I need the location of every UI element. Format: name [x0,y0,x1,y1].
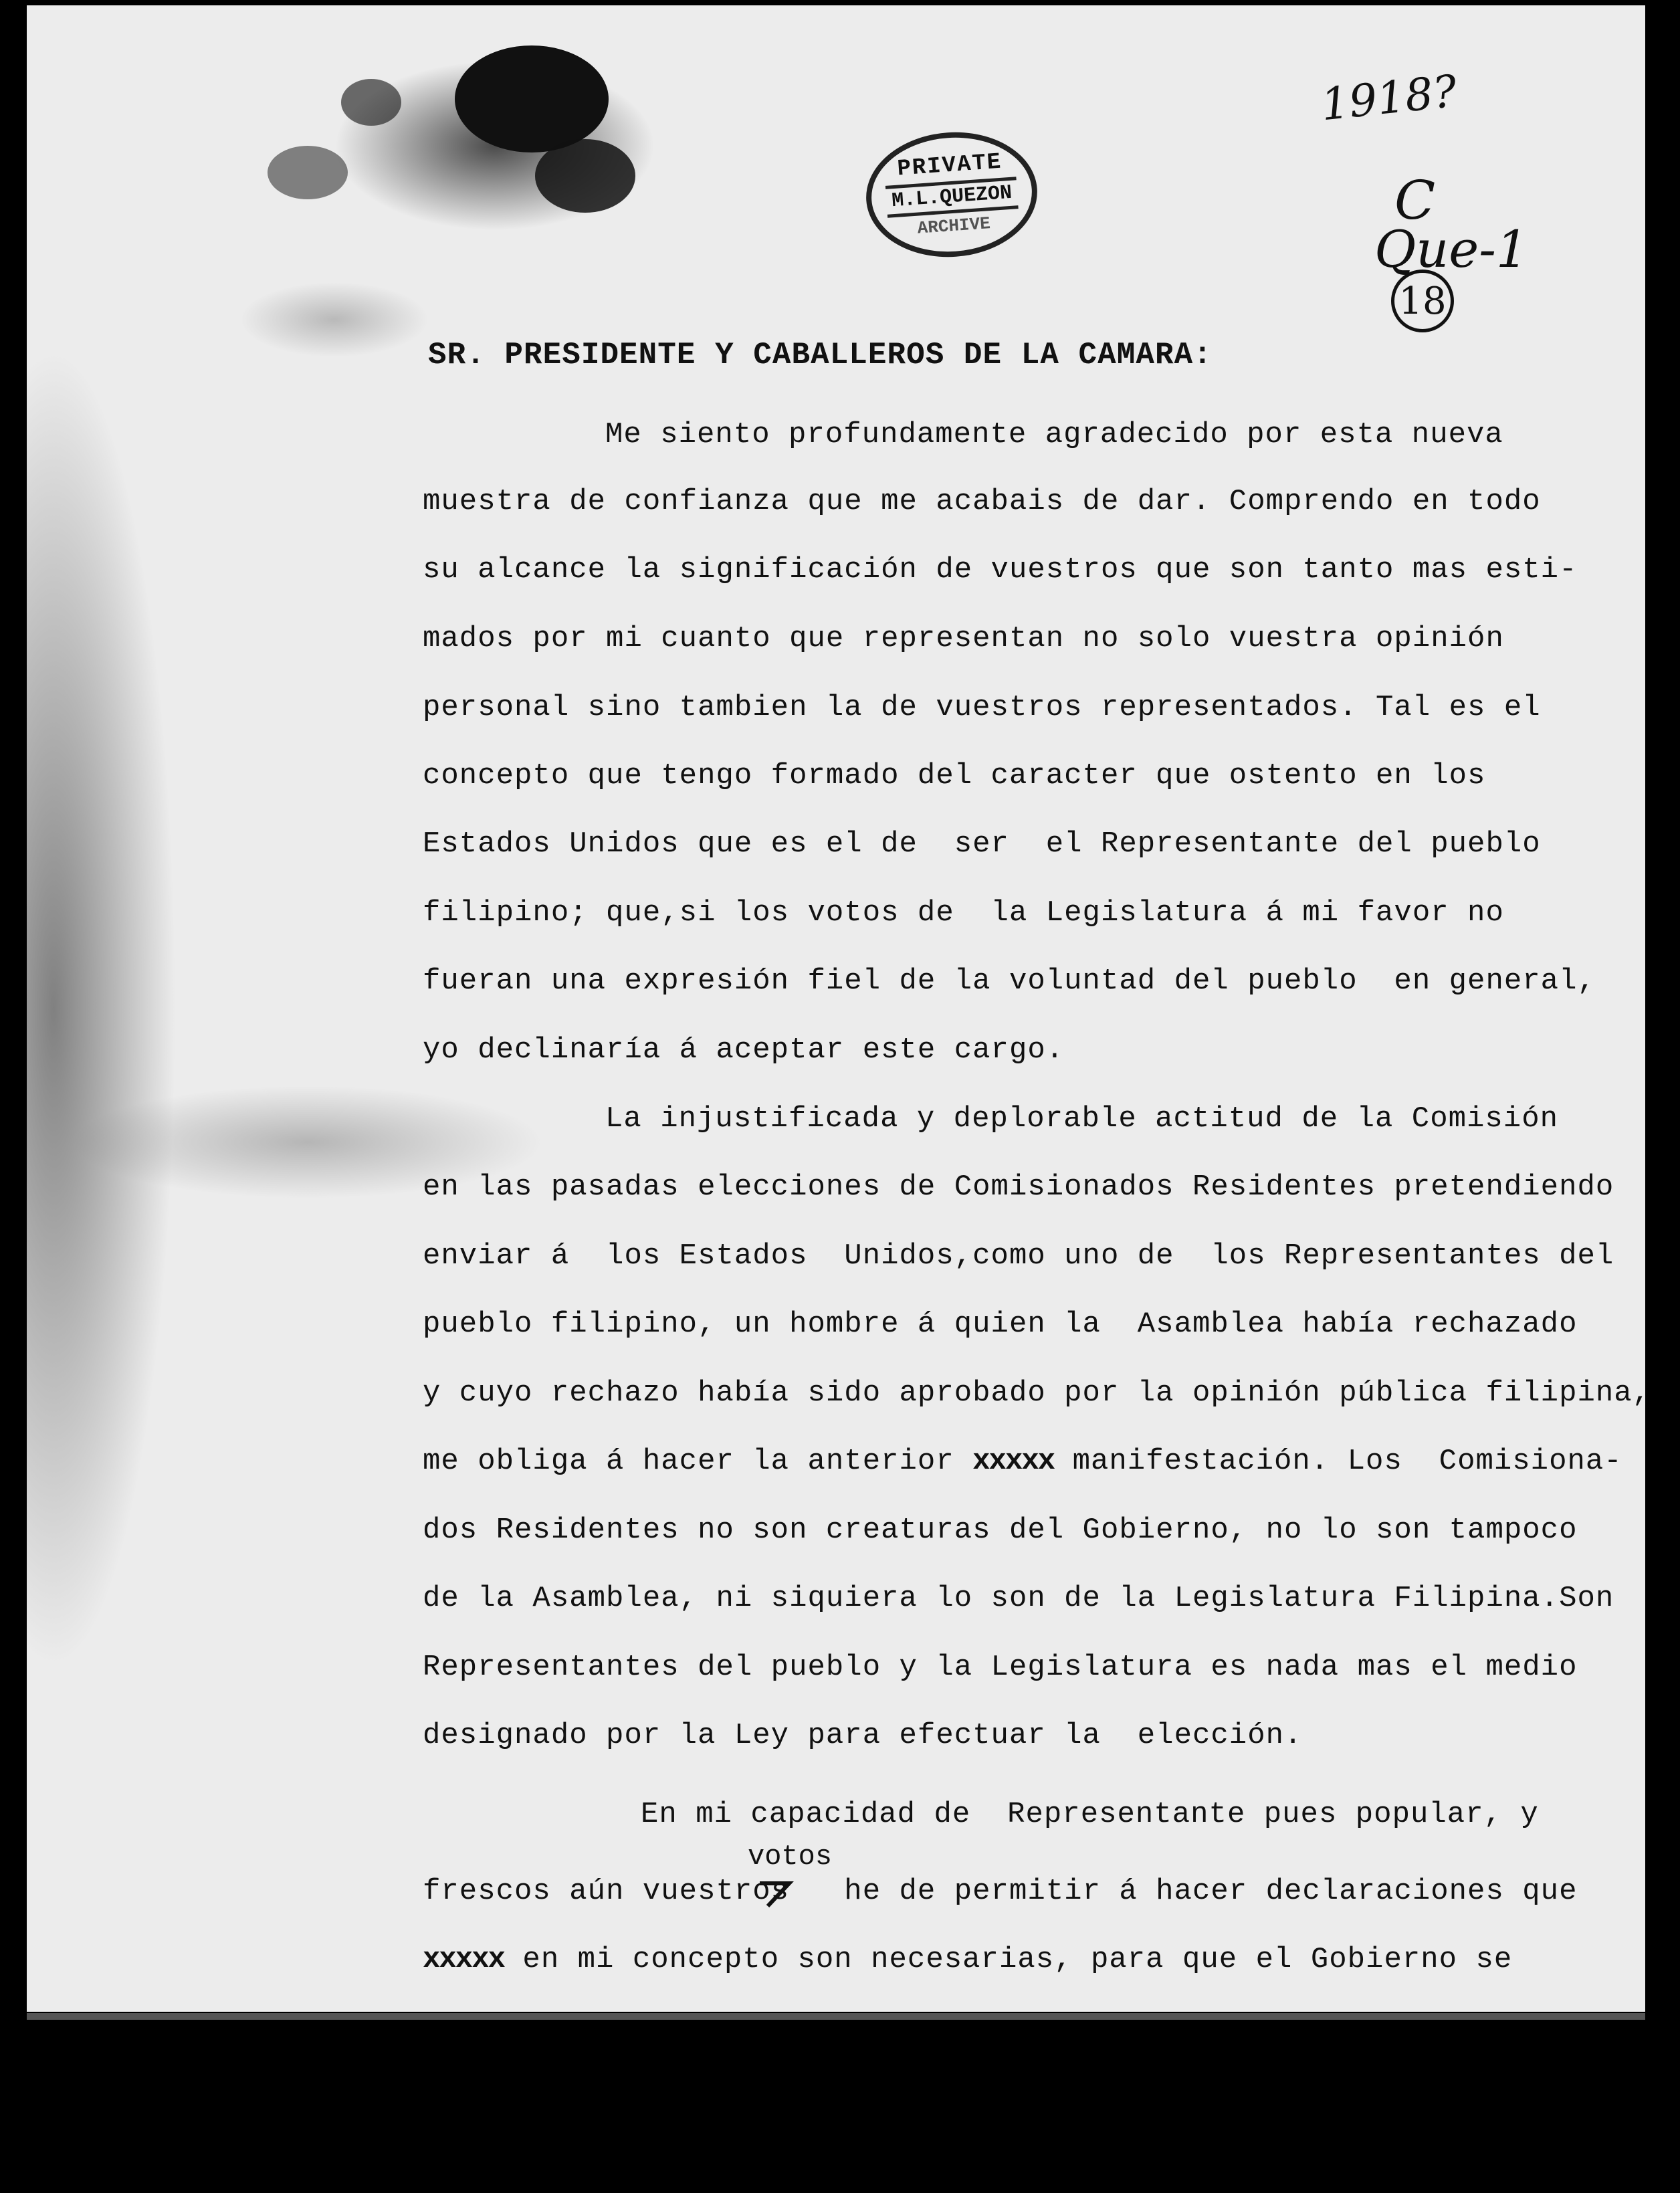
text-line: su alcance la significación de vuestros que son tanto mas esti- [423,553,1578,587]
text-fragment: frescos aún vuestros [423,1875,790,1908]
archive-code-line-1: C [1394,169,1436,231]
text-line-with-insertion [423,1875,1577,1908]
handwritten-year: 1918? [1318,65,1459,131]
text-line-with-strikeout [423,1943,1512,1976]
text-line: en las pasadas elecciones de Comisionados Residentes pretendiendo [423,1170,1614,1204]
archive-code-line-2: Que-1 [1374,219,1529,279]
text-line: La injustificada y deplorable actitud de la Comisión [605,1102,1559,1136]
text-line: pueblo filipino, un hombre á quien la Asamblea había rechazado [423,1308,1578,1341]
text-line: Me siento profundamente agradecido por esta nueva [605,418,1503,451]
text-line: de la Asamblea, ni siquiera lo son de la Legislatura Filipina.Son [423,1582,1614,1615]
text-line: designado por la Ley para efectuar la elección. [423,1719,1303,1752]
salutation: SR. PRESIDENTE Y CABALLEROS DE LA CAMARA: [428,338,1213,373]
text-line: Representantes del pueblo y la Legislatura es nada mas el medio [423,1651,1578,1684]
text-line: dos Residentes no son creaturas del Gobierno, no lo son tampoco [423,1513,1578,1547]
stamp-line-3: ARCHIVE [916,213,991,239]
ink-stain [268,146,348,199]
text-line: yo declinaría á aceptar este cargo. [423,1033,1065,1067]
text-fragment: en mi concepto son necesarias, para que el Gobierno se [504,1943,1513,1976]
ink-stain [455,45,609,152]
text-fragment: he de permitir á hacer declaraciones que [825,1875,1578,1908]
struck-out-text: xxxxx [972,1445,1055,1478]
archive-code-circled-number: 18 [1391,270,1454,332]
text-line: concepto que tengo formado del caracter que ostento en los [423,759,1486,793]
text-line: muestra de confianza que me acabais de dar. Comprendo en todo [423,485,1541,518]
text-fragment: manifestación. Los Comisiona- [1054,1445,1622,1478]
stamp-line-1: PRIVATE [896,149,1003,183]
text-line: filipino; que,si los votos de la Legislatura á mi favor no [423,896,1504,930]
struck-out-text: xxxxx [423,1943,505,1976]
text-line: mados por mi cuanto que representan no solo vuestra opinión [423,622,1504,655]
ink-stain [535,139,635,213]
text-line: personal sino tambien la de vuestros representados. Tal es el [423,691,1541,724]
insertion-gap [789,1875,826,1908]
text-line: enviar á los Estados Unidos,como uno de los Representantes del [423,1239,1614,1273]
text-line-with-strikeout [423,1445,1622,1478]
ink-stain [341,79,401,126]
text-line: fueran una expresión fiel de la voluntad del pueblo en general, [423,964,1596,998]
interlinear-insert: votos [748,1841,833,1873]
text-line: En mi capacidad de Representante pues popular, y [641,1798,1539,1831]
archive-stamp [862,126,1041,262]
document-page [27,5,1645,2012]
stamp-line-2: M.L.QUEZON [885,177,1019,218]
page-edge [27,2013,1645,2020]
text-fragment: me obliga á hacer la anterior [423,1445,973,1478]
text-line: Estados Unidos que es el de ser el Representante del pueblo [423,827,1541,861]
text-line: y cuyo rechazo había sido aprobado por la opinión pública filipina, [423,1376,1651,1410]
